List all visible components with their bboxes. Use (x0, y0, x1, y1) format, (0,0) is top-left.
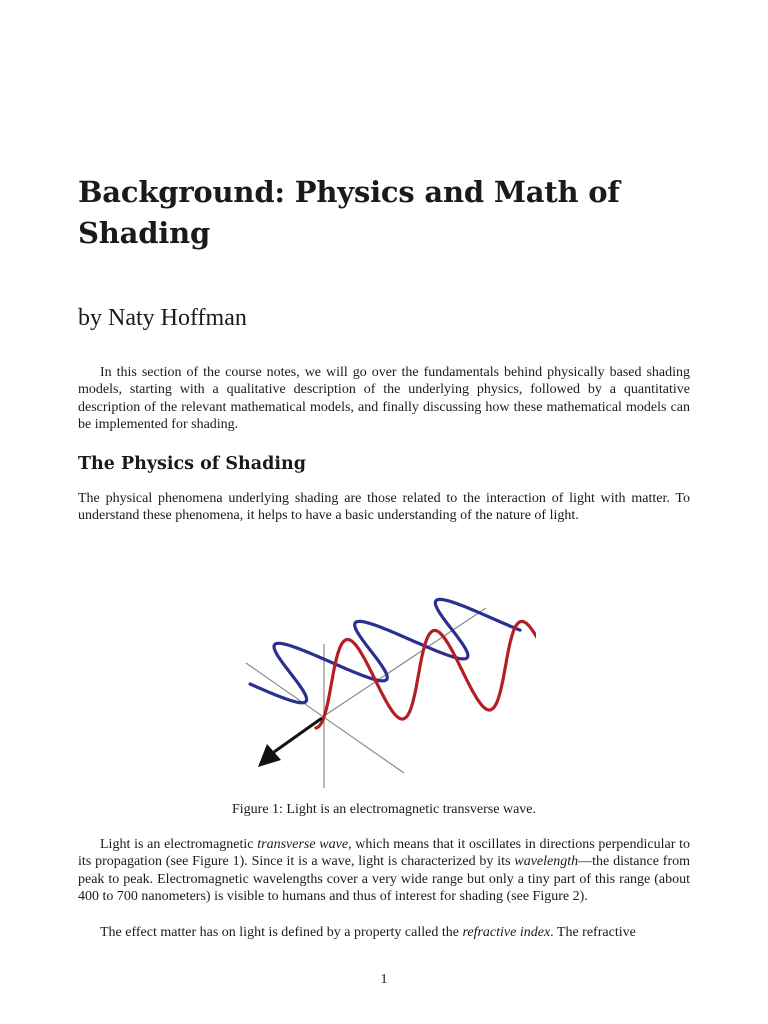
figure-caption: Figure 1: Light is an electromagnetic transverse wave. (231, 802, 536, 817)
propagation-arrow (258, 718, 322, 767)
blue-wave (250, 599, 520, 702)
page-number: 1 (380, 972, 388, 987)
intro-paragraph: In this section of the course notes, we will go over the fundamentals behind physically based shading models, starting with a qualitative description of the underlying physics, followed by a quantitative description of the relevant mathematical models, and finally discussing how these mathematical models can be implemented for shading. (78, 365, 690, 433)
section-heading: The Physics of Shading (78, 454, 306, 474)
transverse-wave-diagram (236, 538, 536, 792)
physics-paragraph: The physical phenomena underlying shading are those related to the interaction of light with matter. To understand these phenomena, it helps to have a basic understanding of the nature of light. (78, 491, 690, 524)
refractive-paragraph: The effect matter has on light is defined by a property called the refractive index. The refractive (100, 925, 636, 940)
author-line: by Naty Hoffman (78, 305, 247, 331)
page-title: Background: Physics and Math of Shading (78, 175, 620, 250)
red-wave (316, 621, 536, 728)
figure-1 (236, 538, 536, 792)
wave-paragraph: Light is an electromagnetic transverse wave, which means that it oscillates in directions perpendicular to its propagation (see Figure 1). Since it is a wave, light is characterized by its wavelength—the distance from peak to peak. Electromagnetic wavelengths cover a very wide range but only a tiny part of this range (about 400 to 700 nanometers) is visible to humans and thus of interest for shading (see Figure 2). (78, 837, 691, 905)
diagonal-axis (324, 608, 486, 716)
